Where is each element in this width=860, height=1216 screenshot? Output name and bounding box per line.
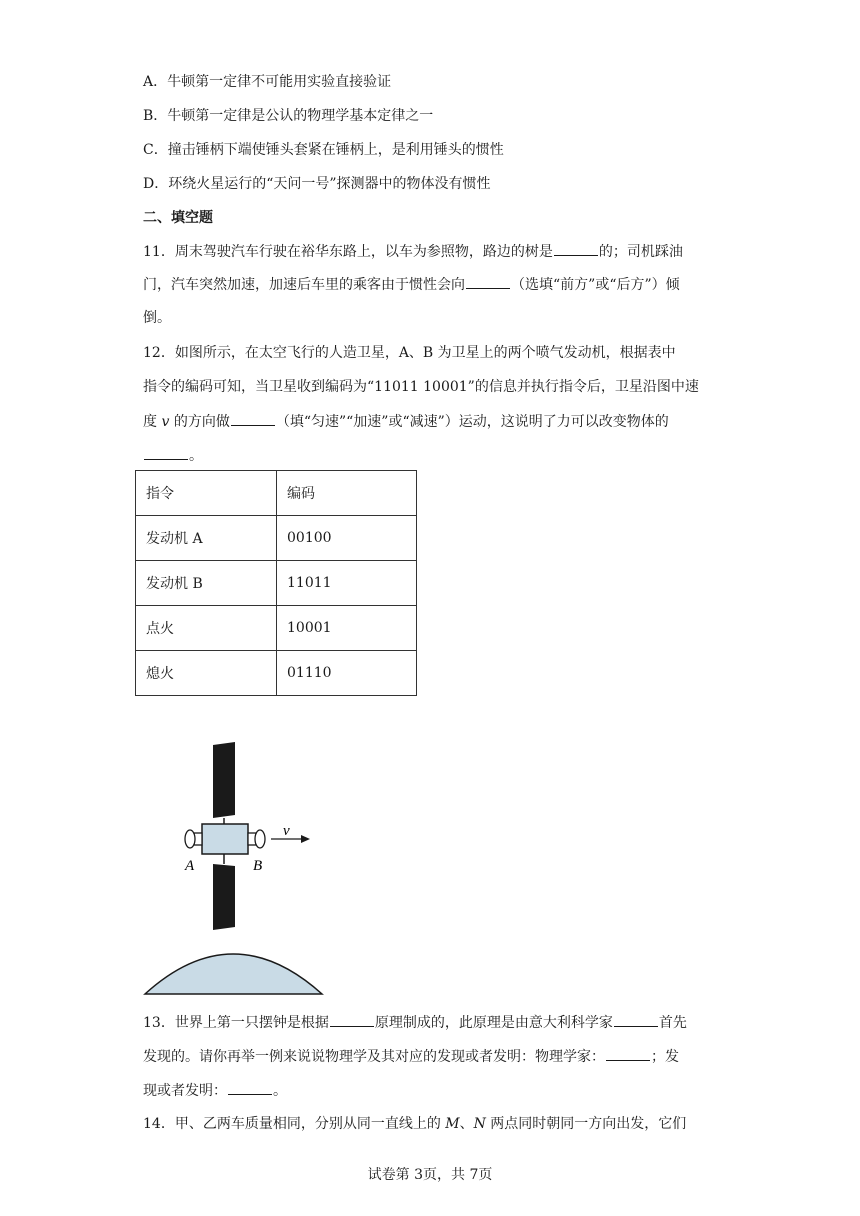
answer-blank — [606, 1046, 650, 1061]
table-cell: 点火 — [136, 606, 277, 651]
answer-blank — [231, 411, 275, 426]
point-n-symbol: N — [473, 1116, 486, 1132]
option-a: A．牛顿第一定律不可能用实验直接验证 — [143, 74, 392, 90]
q11-text: （选填“前方”或“后方”）倾 — [511, 277, 680, 293]
engine-a-nozzle — [185, 830, 195, 848]
table-header-row — [136, 471, 417, 516]
q13-text: 现或者发明： — [143, 1083, 227, 1099]
q11-line-2 — [143, 274, 680, 295]
q11-text: 门，汽车突然加速，加速后车里的乘客由于惯性会向 — [143, 277, 465, 293]
planet-surface — [145, 954, 322, 994]
table-cell: 熄火 — [136, 651, 277, 696]
q13-text: 。 — [273, 1083, 287, 1099]
q12-line-1: 12．如图所示，在太空飞行的人造卫星，A、B 为卫星上的两个喷气发动机，根据表中 — [143, 345, 676, 361]
q12-line-3 — [143, 411, 669, 432]
q13-text: ；发 — [651, 1049, 679, 1065]
upper-solar-panel — [213, 742, 235, 818]
answer-blank — [614, 1012, 658, 1027]
table-cell: 00100 — [277, 516, 417, 561]
table-row — [136, 561, 417, 606]
q12-line-2: 指令的编码可知，当卫星收到编码为“11011 10001”的信息并执行指令后，卫星沿图中速 — [143, 379, 699, 395]
engine-a-label: A — [185, 858, 195, 874]
page-footer: 试卷第 3页，共 7页 — [367, 1167, 493, 1183]
table-cell: 01110 — [277, 651, 417, 696]
q11-text: 的；司机踩油 — [598, 244, 683, 260]
q13-line-2 — [143, 1046, 679, 1067]
q11-line-3: 倒。 — [143, 310, 171, 326]
q13-text: 首先 — [658, 1015, 687, 1031]
q11-text: 11．周末驾驶汽车行驶在裕华东路上，以车为参照物，路边的树是 — [143, 244, 553, 260]
q11-line-1 — [143, 241, 683, 262]
velocity-symbol: v — [161, 414, 170, 430]
satellite-figure — [135, 740, 335, 1000]
velocity-arrow-head — [301, 835, 310, 843]
engine-b-nozzle — [255, 830, 265, 848]
option-d: D．环绕火星运行的“天问一号”探测器中的物体没有惯性 — [143, 176, 491, 192]
q12-text: 的方向做 — [169, 414, 230, 430]
option-c: C．撞击锤柄下端使锤头套紧在锤柄上，是利用锤头的惯性 — [143, 142, 504, 158]
velocity-label: v — [283, 823, 290, 839]
table-cell: 发动机 A — [136, 516, 277, 561]
option-b: B．牛顿第一定律是公认的物理学基本定律之一 — [143, 108, 434, 124]
answer-blank — [554, 241, 598, 256]
q12-line-4 — [143, 445, 203, 466]
table-row — [136, 516, 417, 561]
answer-blank — [228, 1080, 272, 1095]
table-row — [136, 606, 417, 651]
satellite-body — [202, 824, 248, 854]
q12-text: （填“匀速”“加速”或“减速”）运动，这说明了力可以改变物体的 — [275, 414, 669, 430]
q14-text: 14．甲、乙两车质量相同，分别从同一直线上的 — [143, 1116, 446, 1132]
engine-b-label: B — [253, 858, 263, 874]
q12-text: 。 — [189, 448, 203, 464]
table-header-cell: 指令 — [136, 471, 277, 516]
answer-blank — [144, 445, 188, 460]
section-title: 二、填空题 — [143, 210, 213, 226]
q13-line-3 — [143, 1080, 287, 1101]
answer-blank — [330, 1012, 374, 1027]
table-row — [136, 651, 417, 696]
point-m-symbol: M — [445, 1116, 460, 1132]
q13-line-1 — [143, 1012, 687, 1033]
q14-text: 两点同时朝同一方向出发，它们 — [485, 1116, 687, 1132]
table-cell: 发动机 B — [136, 561, 277, 606]
table-header-cell: 编码 — [277, 471, 417, 516]
q12-text: 度 — [143, 414, 162, 430]
q14-text: 、 — [459, 1116, 474, 1132]
table-cell: 11011 — [277, 561, 417, 606]
lower-solar-panel — [213, 864, 235, 930]
command-code-table — [135, 470, 417, 696]
answer-blank — [466, 274, 510, 289]
q14-line-1 — [143, 1114, 686, 1134]
q13-text: 原理制成的，此原理是由意大利科学家 — [374, 1015, 613, 1031]
q13-text: 发现的。请你再举一例来说说物理学及其对应的发现或者发明：物理学家： — [143, 1049, 605, 1065]
table-cell: 10001 — [277, 606, 417, 651]
q13-text: 13．世界上第一只摆钟是根据 — [143, 1015, 329, 1031]
